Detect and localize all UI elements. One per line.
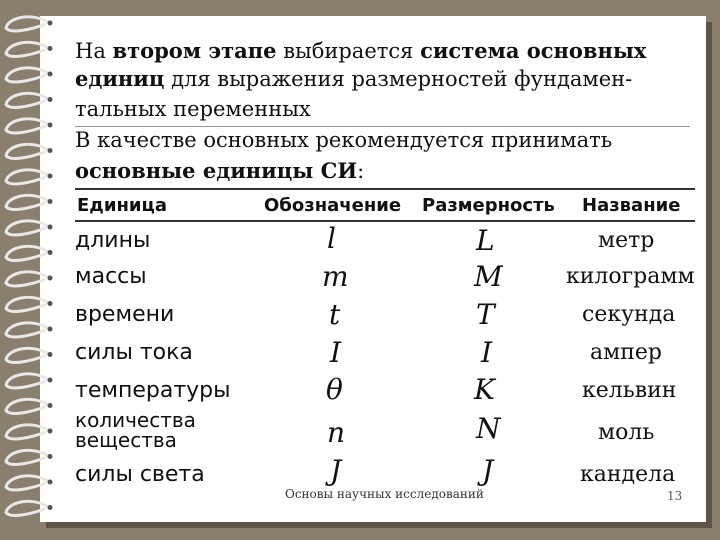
- table-row-symbol: m: [322, 260, 349, 293]
- binding-ring: [6, 144, 48, 158]
- table-row-name: кельвин: [582, 378, 677, 403]
- table-row-name: ампер: [590, 340, 662, 365]
- binding-ring: [6, 450, 48, 464]
- binding-ring: [6, 374, 48, 388]
- binding-ring: [6, 195, 48, 209]
- intro-line-3: тальных переменных: [75, 97, 311, 121]
- page-number: 13: [667, 489, 683, 503]
- table-row-dimension: I: [481, 336, 493, 369]
- table-row-symbol: l: [327, 222, 336, 255]
- table-top-rule: [75, 188, 695, 190]
- table-row-unit: длины: [75, 228, 151, 253]
- table-row-symbol: θ: [326, 373, 343, 406]
- table-row-name: килограмм: [566, 264, 695, 289]
- binding-ring: [6, 221, 48, 235]
- binding-ring: [6, 501, 48, 515]
- binding-ring: [6, 42, 48, 56]
- table-row-name: секунда: [582, 302, 676, 327]
- intro-line-4: В качестве основных рекомендуется принимать: [75, 128, 613, 152]
- binding-hole: [48, 352, 53, 357]
- table-row-unit: массы: [75, 264, 147, 289]
- binding-hole: [48, 250, 53, 255]
- header-name: Название: [582, 195, 681, 216]
- table-row-symbol: J: [330, 454, 342, 487]
- table-row-unit: времени: [75, 302, 175, 327]
- intro-text: На: [75, 39, 113, 63]
- footer-text: Основы научных исследований: [285, 487, 484, 501]
- binding-hole: [48, 378, 53, 383]
- binding-hole: [48, 505, 53, 510]
- table-row-dimension: J: [482, 454, 494, 487]
- binding-ring: [6, 348, 48, 362]
- table-row-dimension: K: [474, 373, 495, 406]
- intro-line-1: [75, 38, 646, 64]
- table-row-dimension: T: [476, 298, 495, 331]
- binding-ring: [6, 93, 48, 107]
- intro-emphasis: втором этапе: [112, 38, 277, 63]
- binding-ring: [6, 119, 48, 133]
- binding-ring: [6, 170, 48, 184]
- header-unit: Единица: [77, 195, 167, 216]
- table-row-name: кандела: [580, 462, 676, 487]
- binding-hole: [48, 148, 53, 153]
- unit-line: вещества: [75, 428, 177, 452]
- binding-hole: [48, 72, 53, 77]
- binding-ring: [6, 425, 48, 439]
- separator-line: [75, 126, 690, 127]
- binding-hole: [48, 21, 53, 26]
- table-row-symbol: t: [329, 298, 341, 331]
- table-row-unit: температуры: [75, 378, 231, 403]
- binding-hole: [48, 301, 53, 306]
- table-row-symbol: n: [327, 416, 346, 449]
- binding-ring: [6, 297, 48, 311]
- unit-line: количества: [75, 408, 196, 432]
- table-row-name: моль: [598, 420, 655, 445]
- binding-ring: [6, 399, 48, 413]
- intro-line-5: [75, 158, 364, 184]
- binding-hole: [48, 327, 53, 332]
- binding-ring: [6, 272, 48, 286]
- binding-hole: [48, 174, 53, 179]
- binding-hole: [48, 403, 53, 408]
- binding-hole: [48, 480, 53, 485]
- table-header-rule: [75, 220, 695, 222]
- binding-ring: [6, 476, 48, 490]
- binding-ring: [6, 323, 48, 337]
- intro-emphasis: единиц: [75, 66, 165, 91]
- intro-emphasis: основные единицы СИ: [75, 158, 358, 183]
- table-row-dimension: L: [476, 224, 495, 257]
- binding-hole: [48, 276, 53, 281]
- table-row-dimension: N: [476, 412, 501, 445]
- header-dimension: Размерность: [422, 195, 555, 216]
- binding-ring: [6, 17, 48, 31]
- binding-hole: [48, 454, 53, 459]
- table-row-unit: силы света: [75, 462, 205, 487]
- binding-hole: [48, 97, 53, 102]
- binding-hole: [48, 429, 53, 434]
- binding-hole: [48, 225, 53, 230]
- intro-text: :: [357, 159, 365, 183]
- binding-ring: [6, 68, 48, 82]
- table-row-dimension: M: [474, 260, 503, 293]
- table-row-symbol: I: [330, 336, 342, 369]
- header-symbol: Обозначение: [264, 195, 402, 216]
- binding-hole: [48, 199, 53, 204]
- binding-ring: [6, 246, 48, 260]
- table-row-unit: силы тока: [75, 340, 193, 365]
- binding-hole: [48, 123, 53, 128]
- intro-line-2: [75, 66, 632, 92]
- table-row-name: метр: [598, 228, 655, 253]
- table-row-unit: [75, 410, 196, 450]
- intro-emphasis: система основных: [420, 38, 647, 63]
- intro-text: выбирается: [276, 39, 421, 63]
- spiral-binding: [0, 0, 80, 540]
- intro-text: для выражения размерностей фундамен-: [164, 67, 633, 91]
- binding-hole: [48, 46, 53, 51]
